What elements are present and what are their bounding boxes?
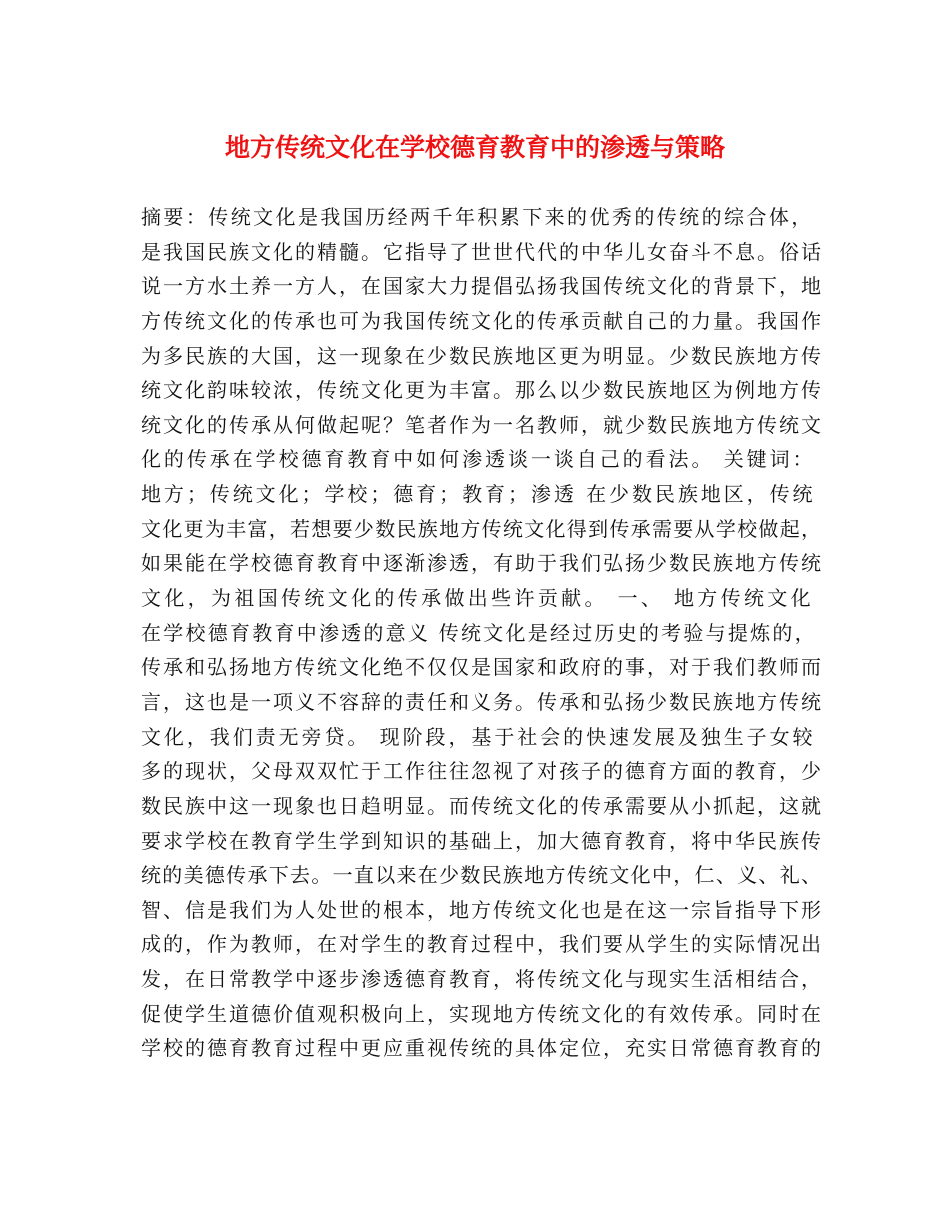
body-line: 智、信是我们为人处世的根本，地方传统文化也是在这一宗旨指导下形: [141, 897, 823, 922]
body-line: 在学校德育教育中渗透的意义 传统文化是经过历史的考验与提炼的，: [141, 620, 817, 645]
body-line: 摘要：传统文化是我国历经两千年积累下来的优秀的传统的综合体，: [141, 205, 814, 229]
body-line: 为多民族的大国，这一现象在少数民族地区更为明显。少数民族地方传: [141, 343, 823, 368]
body-line: 多的现状，父母双双忙于工作往往忽视了对孩子的德育方面的教育，少: [141, 759, 823, 784]
body-line: 传承和弘扬地方传统文化绝不仅仅是国家和政府的事，对于我们教师而: [141, 655, 823, 680]
body-line: 言，这也是一项义不容辞的责任和义务。传承和弘扬少数民族地方传统: [141, 689, 823, 714]
document-title: 地方传统文化在学校德育教育中的渗透与策略: [224, 133, 725, 162]
body-line: 学校的德育教育过程中更应重视传统的具体定位，充实日常德育教育的: [141, 1036, 823, 1061]
body-line: 化的传承在学校德育教育中如何渗透谈一谈自己的看法。 关键词：: [141, 447, 816, 472]
body-line: 地方；传统文化；学校；德育；教育；渗透 在少数民族地区，传统: [141, 482, 816, 507]
body-line: 是我国民族文化的精髓。它指导了世世代代的中华儿女奋斗不息。俗话: [141, 239, 823, 264]
body-line: 方传统文化的传承也可为我国传统文化的传承贡献自己的力量。我国作: [141, 308, 823, 333]
body-line: 统的美德传承下去。一直以来在少数民族地方传统文化中，仁、义、礼、: [141, 863, 823, 888]
body-line: 文化，为祖国传统文化的传承做出些许贡献。 一、 地方传统文化: [141, 586, 815, 611]
body-line: 统文化韵味较浓，传统文化更为丰富。那么以少数民族地区为例地方传: [141, 378, 823, 403]
body-line: 说一方水土养一方人，在国家大力提倡弘扬我国传统文化的背景下，地: [141, 274, 823, 299]
body-line: 成的，作为教师，在对学生的教育过程中，我们要从学生的实际情况出: [141, 932, 823, 957]
body-line: 文化更为丰富，若想要少数民族地方传统文化得到传承需要从学校做起，: [141, 516, 823, 541]
body-text: [141, 200, 821, 1066]
body-line: 要求学校在教育学生学到知识的基础上，加大德育教育，将中华民族传: [141, 828, 823, 853]
body-line: 如果能在学校德育教育中逐渐渗透，有助于我们弘扬少数民族地方传统: [141, 551, 823, 576]
body-line: 统文化的传承从何做起呢？笔者作为一名教师，就少数民族地方传统文: [141, 412, 823, 437]
body-line: 发，在日常教学中逐步渗透德育教育，将传统文化与现实生活相结合，: [141, 967, 823, 992]
body-line: 促使学生道德价值观积极向上，实现地方传统文化的有效传承。同时在: [141, 1001, 823, 1026]
body-line: 数民族中这一现象也日趋明显。而传统文化的传承需要从小抓起，这就: [141, 793, 823, 818]
body-line: 文化，我们责无旁贷。 现阶段，基于社会的快速发展及独生子女较: [141, 724, 816, 749]
